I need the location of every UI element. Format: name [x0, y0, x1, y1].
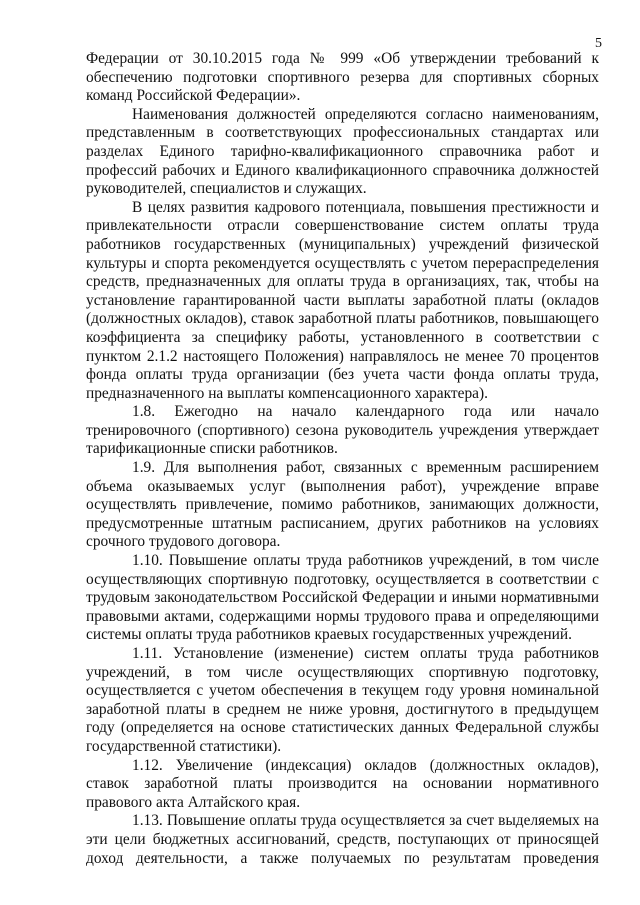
paragraph-1-12: 1.12. Увеличение (индексация) окладов (должностных окладов), ставок заработной платы производится на основании нормативного правового акта Алтайского края. [86, 756, 599, 811]
paragraph-1-8: 1.8. Ежегодно на начало календарного года или начало тренировочного (спортивного) сезона руководитель учреждения утверждает тарификационные списки работников. [86, 403, 599, 458]
paragraph-1-13: 1.13. Повышение оплаты труда осуществляется за счет выделяемых на эти цели бюджетных ассигнований, средств, поступающих от приносящей доход деятельности, а также получаемых по результатам проведения [86, 812, 599, 867]
paragraph-continuation: Федерации от 30.10.2015 года № 999 «Об утверждении требований к обеспечению подготовки спортивного резерва для спортивных сборных команд Российской Федерации». [86, 50, 599, 105]
document-body [86, 50, 599, 868]
paragraph-staff-potential: В целях развития кадрового потенциала, повышения престижности и привлекательности отрасли совершенствование систем оплаты труда работников государственных (муниципальных) учреждений физической культуры и спорта рекомендуется осуществлять с учетом перераспределения средств, предназначенных для оплаты труда в организациях, так, чтобы на установление гарантированной части выплаты заработной платы (окладов (должностных окладов), ставок заработной платы работников, повышающего коэффициента за специфику работы, установленного в соответствии с пунктом 2.1.2 настоящего Положения) направлялось не менее 70 процентов фонда оплаты труда организации (без учета части фонда оплаты труда, предназначенного на выплаты компенсационного характера). [86, 198, 599, 402]
paragraph-position-names: Наименования должностей определяются согласно наименованиям, представленным в соответствующих профессиональных стандартах или разделах Единого тарифно-квалификационного справочника работ и профессий рабочих и Единого квалификационного справочника должностей руководителей, специалистов и служащих. [86, 105, 599, 198]
paragraph-1-9: 1.9. Для выполнения работ, связанных с временным расширением объема оказываемых услуг (выполнения работ), учреждение вправе осуществлять привлечение, помимо работников, занимающих должности, предусмотренные штатным расписанием, других работников на условиях срочного трудового договора. [86, 459, 599, 551]
paragraph-1-11: 1.11. Установление (изменение) систем оплаты труда работников учреждений, в том числе осуществляющих спортивную подготовку, осуществляется с учетом обеспечения в текущем году уровня номинальной заработной платы в среднем не ниже уровня, достигнутого в предыдущем году (определяется на основе статистических данных Федеральной службы государственной статистики). [86, 645, 599, 755]
paragraph-1-10: 1.10. Повышение оплаты труда работников учреждений, в том числе осуществляющих спортивную подготовку, осуществляется в соответствии с трудовым законодательством Российской Федерации и иными нормативными правовыми актами, содержащими нормы трудового права и определяющими системы оплаты труда работников краевых государственных учреждений. [86, 552, 599, 644]
page-number: 5 [595, 36, 602, 51]
